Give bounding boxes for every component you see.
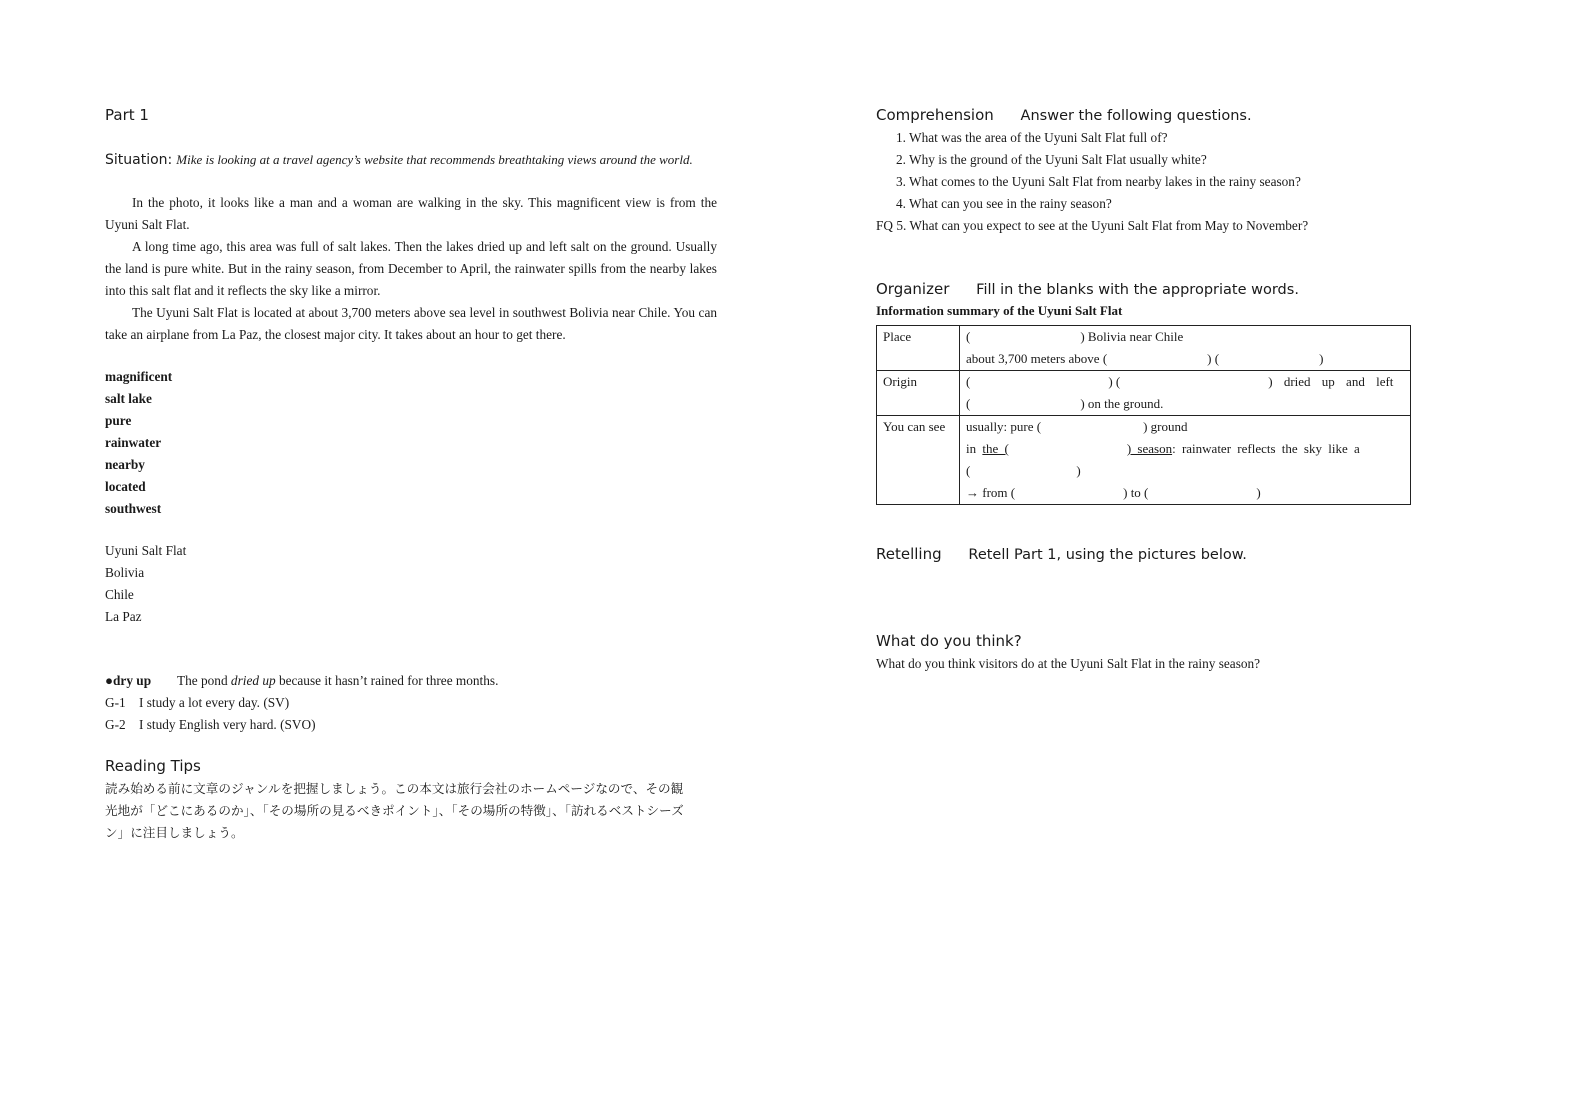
retelling-title: Retelling (876, 545, 942, 563)
blank-open: ( (966, 396, 971, 411)
proper-noun-item: Chile (105, 587, 134, 602)
grammar-point (105, 714, 316, 736)
think-title: What do you think? (876, 632, 1022, 650)
table-row (877, 371, 1411, 416)
place-text: ) Bolivia near Chile (1080, 329, 1184, 344)
further-question: FQ 5. What can you expect to see at the Uyuni Salt Flat from May to November? (876, 218, 1309, 233)
table-caption: Information summary of the Uyuni Salt Flat (876, 303, 1123, 318)
question-item: 1. What was the area of the Uyuni Salt Flat full of? (896, 130, 1168, 145)
table-row (877, 416, 1411, 505)
reading-tips-title: Reading Tips (105, 757, 201, 775)
see-text: in (966, 441, 977, 456)
see-text: the ( (982, 441, 1009, 456)
see-text: usually: pure ( (966, 419, 1042, 434)
vocab-list (105, 366, 172, 520)
reading-tips-line: ン」に注目しましょう。 (105, 825, 244, 840)
idiom-example-start: The pond (177, 673, 231, 688)
blank-open: ( (966, 374, 971, 389)
row-label-place: Place (877, 326, 960, 371)
organizer-title: Organizer (876, 280, 950, 298)
question-item: 2. Why is the ground of the Uyuni Salt Flat usually white? (896, 152, 1207, 167)
proper-noun-item: Bolivia (105, 565, 145, 580)
see-text: : rainwater reflects the sky like a (1172, 441, 1360, 456)
idiom-example-italic: dried up (230, 673, 276, 688)
vocab-item: located (105, 479, 146, 494)
origin-text: ) dried up and left (1268, 374, 1394, 389)
organizer-table (876, 325, 1411, 505)
origin-line-1 (966, 371, 1404, 393)
grammar-label: G-2 (105, 717, 126, 732)
idiom-example-end: because it hasn’t rained for three months. (275, 673, 499, 688)
situation (105, 151, 693, 169)
origin-line-2 (966, 393, 1404, 415)
see-line-2 (966, 438, 1404, 460)
see-text: ) ground (1143, 419, 1188, 434)
vocab-item: magnificent (105, 369, 173, 384)
proper-noun-item: Uyuni Salt Flat (105, 543, 187, 558)
blank-mid: ) ( (1207, 351, 1220, 366)
vocab-item: southwest (105, 501, 162, 516)
question-item: 4. What can you see in the rainy season? (896, 196, 1112, 211)
question-item: 3. What comes to the Uyuni Salt Flat from nearby lakes in the rainy season? (896, 174, 1301, 189)
origin-text: ) on the ground. (1080, 396, 1164, 411)
passage-paragraph: In the photo, it looks like a man and a woman are walking in the sky. This magnificent view is from the Uyuni Salt Flat. (105, 195, 717, 232)
comprehension-title: Comprehension (876, 106, 994, 124)
blank-close: ) (1076, 463, 1081, 478)
grammar-text: I study a lot every day. (SV) (139, 695, 290, 710)
idiom-line (105, 670, 498, 692)
reading-tips-line: 読み始める前に文章のジャンルを把握しましょう。この本文は旅行会社のホームページなので、その観 (105, 781, 684, 796)
place-line-1 (966, 326, 1404, 348)
see-line-4 (966, 482, 1404, 504)
part-title: Part 1 (105, 106, 149, 124)
retelling-heading (876, 545, 1247, 563)
blank-open: ( (966, 329, 971, 344)
see-text: ) season (1126, 441, 1173, 456)
passage-paragraph: A long time ago, this area was full of salt lakes. Then the lakes dried up and left salt on the ground. Usually the land is pure white. But in the rainy season, from December to April, the rainwater spills from the nearby lakes into this salt flat and it reflects the sky like a mirror. (105, 239, 717, 298)
blank-open: ( (966, 463, 971, 478)
see-text: → from ( (966, 485, 1016, 500)
vocab-item: rainwater (105, 435, 162, 450)
place-cell (960, 326, 1411, 371)
vocab-item: pure (105, 413, 132, 428)
situation-text: Mike is looking at a travel agency’s website that recommends breathtaking views around the world. (176, 152, 693, 167)
vocab-item: salt lake (105, 391, 152, 406)
see-line-1 (966, 416, 1404, 438)
proper-noun-list (105, 540, 186, 628)
reading-tips-line: 光地が「どこにあるのか」、「その場所の見るべきポイント」、「その場所の特徴」、「訪れるベストシーズ (105, 803, 684, 818)
place-text: about 3,700 meters above ( (966, 351, 1108, 366)
grammar-point (105, 692, 289, 714)
organizer-heading (876, 280, 1299, 298)
comprehension-heading (876, 106, 1252, 124)
season-phrase (982, 441, 1172, 456)
question-list (896, 127, 1301, 215)
comprehension-instruction: Answer the following questions. (1020, 108, 1252, 124)
think-question: What do you think visitors do at the Uyuni Salt Flat in the rainy season? (876, 656, 1261, 671)
see-line-3 (966, 460, 1404, 482)
vocab-item: nearby (105, 457, 145, 472)
passage-paragraph: The Uyuni Salt Flat is located at about 3,700 meters above sea level in southwest Bolivia near Chile. You can take an airplane from La Paz, the closest major city. It takes about an hour to get there. (105, 305, 717, 342)
see-cell (960, 416, 1411, 505)
place-line-2 (966, 348, 1404, 370)
organizer-instruction: Fill in the blanks with the appropriate words. (976, 282, 1299, 298)
blank-close: ) (1256, 485, 1261, 500)
blank-mid: ) ( (1108, 374, 1121, 389)
retelling-instruction: Retell Part 1, using the pictures below. (968, 547, 1247, 563)
grammar-text: I study English very hard. (SVO) (139, 717, 316, 732)
situation-label: Situation: (105, 152, 173, 168)
blank-close: ) (1319, 351, 1324, 366)
reading-tips-text (105, 778, 684, 844)
proper-noun-item: La Paz (105, 609, 142, 624)
row-label-you-can-see: You can see (877, 416, 960, 505)
reading-passage (105, 192, 717, 346)
see-text: ) to ( (1123, 485, 1149, 500)
idiom-term: ●dry up (105, 673, 152, 688)
origin-cell (960, 371, 1411, 416)
grammar-label: G-1 (105, 695, 126, 710)
row-label-origin: Origin (877, 371, 960, 416)
table-row (877, 326, 1411, 371)
